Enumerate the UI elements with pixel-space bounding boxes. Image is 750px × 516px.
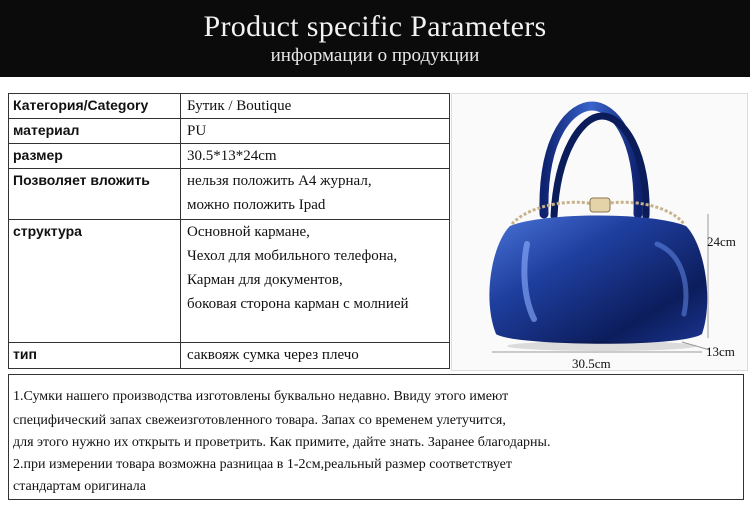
param-value [180,220,446,342]
param-row-capacity [9,169,449,220]
param-value [180,169,446,219]
param-value-line: Основной кармане, [187,224,310,240]
param-key: размер [13,147,63,163]
param-key: Позволяет вложить [13,172,150,188]
param-value [180,144,446,168]
note-line: специфический запах свежеизготовленного товара. Запах со временем улетучится, [13,413,506,428]
param-key: структура [13,223,82,239]
param-key: тип [13,346,37,362]
param-value-line: боковая сторона карман с молнией [187,296,409,312]
note-line: 2.при измерении товара возможна разницаа в 1-2см,реальный размер соответствует [13,457,512,472]
param-row-material [9,119,449,144]
param-value [180,94,446,118]
note-line: для этого нужно их открыть и проветрить. Как примите, дайте знать. Заранее благодарны. [13,435,551,450]
param-row-type [9,343,449,368]
param-value-line: 30.5*13*24cm [187,148,277,164]
page-header [0,0,750,77]
param-row-structure [9,220,449,343]
param-row-category [9,94,449,119]
notes-box [8,374,744,500]
dimension-height-label: 24cm [707,234,736,249]
param-value [180,343,446,368]
param-value [180,119,446,143]
handbag-illustration [452,94,747,370]
param-value-line: можно положить Ipad [187,197,326,213]
param-key: Категория/Category [13,97,149,113]
param-value-line: PU [187,123,207,139]
param-row-size [9,144,449,169]
parameters-table [8,93,450,369]
bag-shadow [507,341,697,351]
param-value-line: нельзя положить А4 журнал, [187,173,372,189]
note-line: 1.Сумки нашего производства изготовлены буквально недавно. Ввиду этого имеют [13,389,509,404]
param-value-line: Карман для документов, [187,272,343,288]
header-subtitle: информации о продукции [270,45,480,66]
note-line: стандартам оригинала [13,479,146,494]
param-key: материал [13,122,80,138]
param-value-line: Бутик / Boutique [187,98,292,114]
param-value-line: Чехол для мобильного телефона, [187,248,398,264]
param-value-line: саквояж сумка через плечо [187,347,359,363]
dimension-depth-label: 13cm [706,344,735,359]
dimension-width-label: 30.5cm [572,356,611,371]
header-title: Product specific Parameters [203,10,547,43]
product-image [451,93,748,371]
bag-clasp [590,198,610,212]
